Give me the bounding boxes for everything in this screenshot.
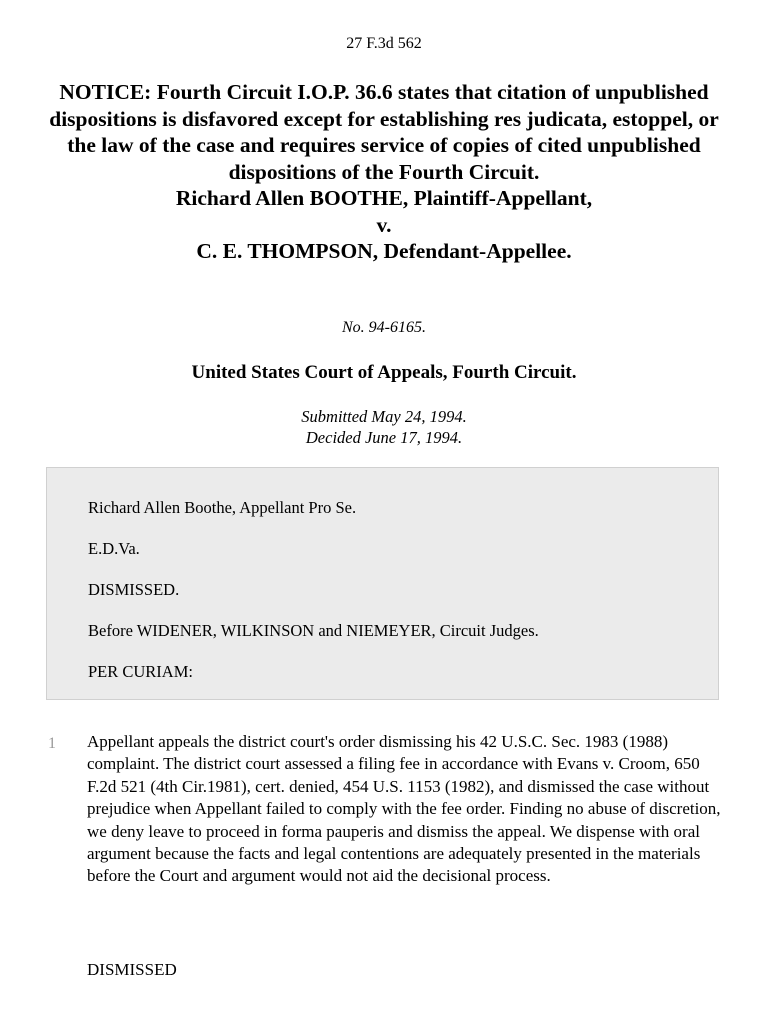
authorship-line: PER CURIAM: bbox=[88, 662, 193, 681]
case-info-box bbox=[46, 467, 719, 700]
case-heading bbox=[38, 79, 730, 265]
defendant-line: C. E. THOMPSON, Defendant-Appellee. bbox=[196, 239, 572, 263]
notice-text: NOTICE: Fourth Circuit I.O.P. 36.6 states that citation of unpublished dispositions is disfavored except for establishing res judicata, estoppel, or the law of the case and requires service of copies of cited unpublished dispositions of the Fourth Circuit. bbox=[49, 80, 719, 184]
disposition-line: DISMISSED. bbox=[88, 580, 180, 599]
versus-line: v. bbox=[376, 212, 392, 237]
case-dates bbox=[0, 406, 768, 448]
citation: 27 F.3d 562 bbox=[346, 35, 422, 52]
court-name: United States Court of Appeals, Fourth Circuit. bbox=[191, 362, 577, 383]
origin-line: E.D.Va. bbox=[88, 539, 140, 558]
counsel-line: Richard Allen Boothe, Appellant Pro Se. bbox=[88, 498, 357, 517]
plaintiff-line: Richard Allen BOOTHE, Plaintiff-Appellant, bbox=[175, 186, 593, 210]
opinion-paragraph: Appellant appeals the district court's order dismissing his 42 U.S.C. Sec. 1983 (1988) complaint. The district court assessed a filing fee in accordance with Evans v. Croom, 650 F.2d 521 (4th Cir.1981), cert. denied, 454 U.S. 1153 (1982), and dismissed the case without prejudice when Appellant failed to comply with the fee order. Finding no abuse of discretion, we deny leave to proceed in forma pauperis and dismiss the appeal. We dispense with oral argument because the facts and legal contentions are adequately presented in the materials before the Court and argument would not aid the decisional process. bbox=[87, 732, 721, 886]
closing-disposition: DISMISSED bbox=[87, 960, 177, 979]
paragraph-number: 1 bbox=[48, 735, 56, 752]
decided-date: Decided June 17, 1994. bbox=[305, 428, 463, 447]
docket-number: No. 94-6165. bbox=[342, 319, 426, 336]
panel-line: Before WIDENER, WILKINSON and NIEMEYER, Circuit Judges. bbox=[88, 621, 539, 640]
submitted-date: Submitted May 24, 1994. bbox=[301, 407, 467, 426]
